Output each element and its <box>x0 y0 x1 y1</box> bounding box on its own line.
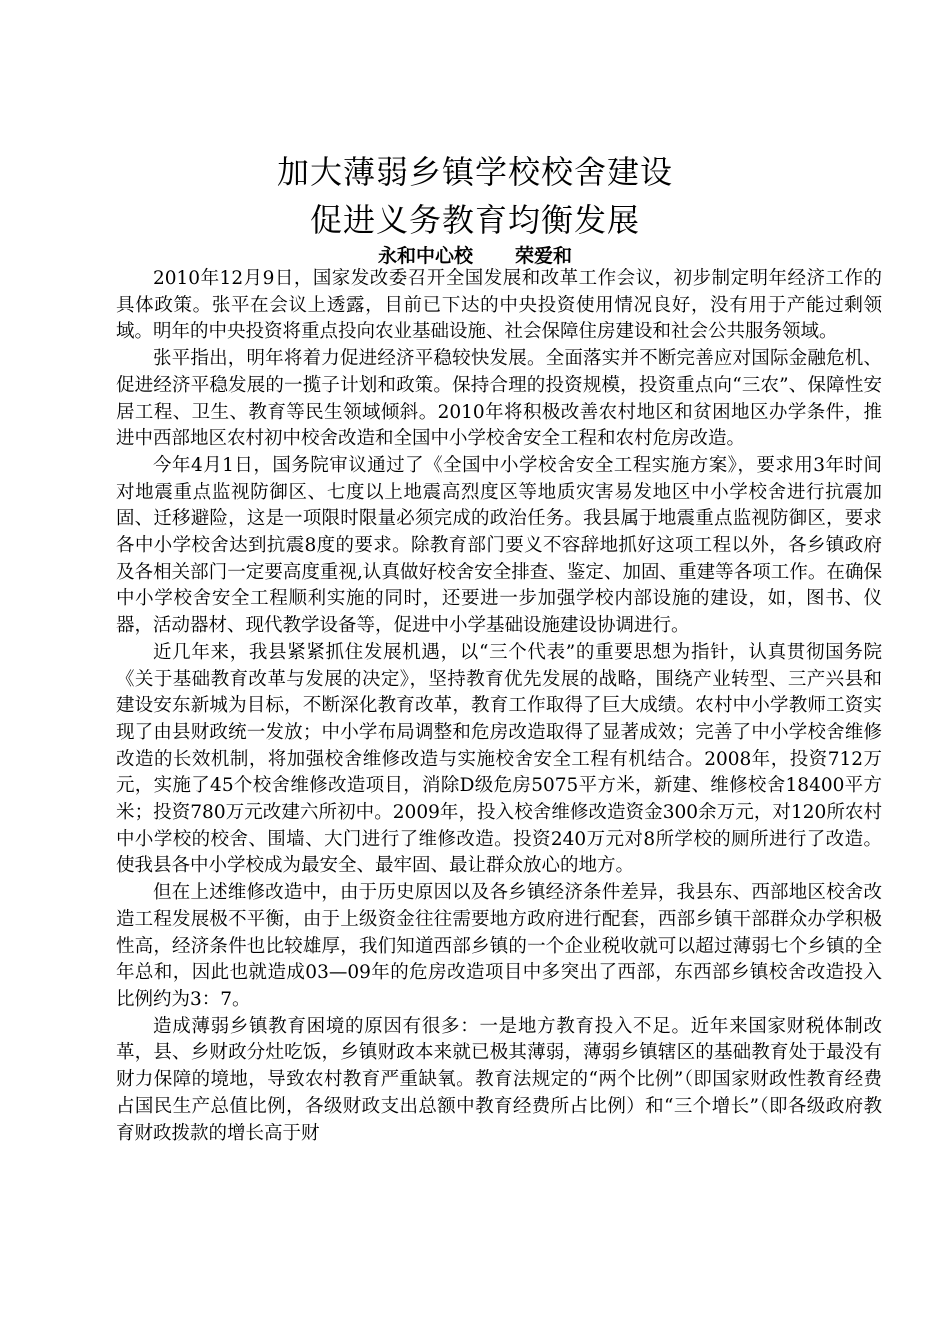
title-line-1: 加大薄弱乡镇学校校舍建设 <box>276 153 673 191</box>
author-school: 永和中心校 <box>377 245 473 267</box>
paragraph-1: 2010年12月9日，国家发改委召开全国发展和改革工作会议，初步制定明年经济工作的具体政策。张平在会议上透露，目前已下达的中央投资使用情况良好，没有用于产能过剩领域。明年的中央投资将重点投向农业基础设施、社会保障住房建设和社会公共服务领域。 <box>116 268 882 343</box>
title-line-2: 促进义务教育均衡发展 <box>309 201 640 239</box>
paragraph-5: 但在上述维修改造中，由于历史原因以及各乡镇经济条件差异，我县东、西部地区校舍改造工程发展极不平衡，由于上级资金往往需要地方政府进行配套，西部乡镇干部群众办学积极性高，经济条件也比较雄厚，我们知道西部乡镇的一个企业税收就可以超过薄弱七个乡镇的全年总和，因此也就造成03—09年的危房改造项目中多突出了西部，东西部乡镇校舍改造投入比例约为3：7。 <box>116 882 882 1010</box>
article-body <box>116 266 882 1147</box>
paragraph-3: 今年4月1日，国务院审议通过了《全国中小学校舍安全工程实施方案》，要求用3年时间对地震重点监视防御区、七度以上地震高烈度区等地质灾害易发地区中小学校舍进行抗震加固、迁移避险，这是一项限时限量必须完成的政治任务。我县属于地震重点监视防御区，要求各中小学校舍达到抗震8度的要求。除教育部门要义不容辞地抓好这项工程以外，各乡镇政府及各相关部门一定要高度重视,认真做好校舍安全排查、鉴定、加固、重建等各项工作。在确保中小学校舍安全工程顺利实施的同时，还要进一步加强学校内部设施的建设，如，图书、仪器，活动器材、现代教学设备等，促进中小学基础设施建设协调进行。 <box>116 454 882 637</box>
paragraph-2: 张平指出，明年将着力促进经济平稳较快发展。全面落实并不断完善应对国际金融危机、促进经济平稳发展的一揽子计划和政策。保持合理的投资规模，投资重点向“三农”、保障性安居工程、卫生、教育等民生领域倾斜。2010年将积极改善农村地区和贫困地区办学条件，推进中西部地区农村初中校舍改造和全国中小学校舍安全工程和农村危房改造。 <box>116 348 882 450</box>
byline <box>0 244 950 268</box>
paragraph-6: 造成薄弱乡镇教育困境的原因有很多：一是地方教育投入不足。近年来国家财税体制改革，县、乡财政分灶吃饭，乡镇财政本来就已极其薄弱，薄弱乡镇辖区的基础教育处于最没有财力保障的境地，导致农村教育严重缺氧。教育法规定的“两个比例”（即国家财政性教育经费占国民生产总值比例，各级财政支出总额中教育经费所占比例）和“三个增长”（即各级政府教育财政拨款的增长高于财 <box>116 1015 882 1144</box>
paragraph-4: 近几年来，我县紧紧抓住发展机遇，以“三个代表”的重要思想为指针，认真贯彻国务院《关于基础教育改革与发展的决定》，坚持教育优先发展的战略，围绕产业转型、三产兴县和建设安东新城为目标，不断深化教育改革，教育工作取得了巨大成绩。农村中小学教师工资实现了由县财政统一发放；中小学布局调整和危房改造取得了显著成效；完善了中小学校舍维修改造的长效机制，将加强校舍维修改造与实施校舍安全工程有机结合。2008年，投资712万元，实施了45个校舍维修改造项目，消除D级危房5075平方米，新建、维修校舍18400平方米；投资780万元改建六所初中。2009年，投入校舍维修改造资金300余万元，对120所农村中小学校的校舍、围墙、大门进行了维修改造。投资240万元对8所学校的厕所进行了改造。使我县各中小学校成为最安全、最牢固、最让群众放心的地方。 <box>116 641 882 877</box>
author-name: 荣爱和 <box>515 245 573 267</box>
